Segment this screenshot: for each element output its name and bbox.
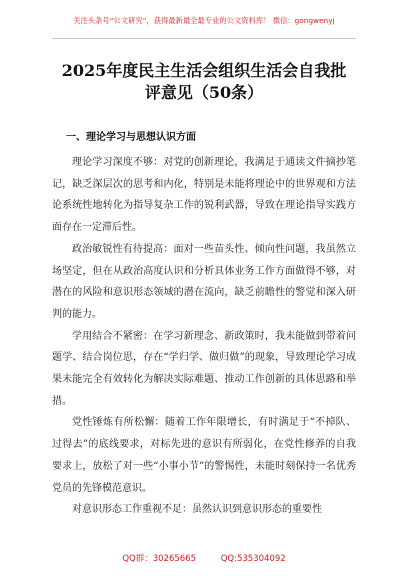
footer-contact xyxy=(0,552,408,564)
footer-qq-group: QQ群：30265665 xyxy=(122,554,197,564)
section-heading: 一、理论学习与思想认识方面 xyxy=(66,132,196,143)
header-promo-note: 关注头条号“公文研究”，获得最新最全最专业的公文资料库！ 微信：gongwenyj xyxy=(73,16,335,25)
title-line-1: 2025年度民主生活会组织生活会自我批 xyxy=(61,61,347,80)
paragraph: 政治敏锐性有待提高：面对一些苗头性、倾向性问题，我虽然立场坚定，但在从政治高度认识和分析具体业务工作方面做得不够，对潜在的风险和意识形态领域的潜在流向，缺乏前瞻性的警觉和深入研判的能力。 xyxy=(52,243,356,320)
header-divider xyxy=(52,38,356,39)
paragraph: 对意识形态工作重视不足：虽然认识到意识形态的重要性 xyxy=(72,504,322,516)
title-line-2: 评意见（50条） xyxy=(144,83,264,102)
paragraph: 理论学习深度不够：对党的创新理论，我满足于通读文件摘抄笔记，缺乏深层次的思考和内化，特别是未能将理论中的世界观和方法论系统性地转化为指导复杂工作的锐利武器，导致在理论指导实践方面存在一定滞后性。 xyxy=(52,157,356,234)
footer-qq: QQ:535304092 xyxy=(220,554,286,564)
paragraph: 党性锤炼有所松懈：随着工作年限增长，有时满足于“不掉队、过得去”的底线要求，对标先进的意识有所弱化，在党性修养的自我要求上，放松了对一些“小事小节”的警惕性，未能时刻保持一名优秀党员的先锋模范意识。 xyxy=(52,417,356,494)
paragraph: 学用结合不紧密：在学习新理念、新政策时，我未能做到带着问题学、结合岗位思，存在“学归学、做归做”的现象，导致理论学习成果未能完全有效转化为解决实际难题、推动工作创新的具体思路和举措。 xyxy=(52,330,356,407)
document-title xyxy=(40,60,368,104)
document-body xyxy=(52,152,356,521)
